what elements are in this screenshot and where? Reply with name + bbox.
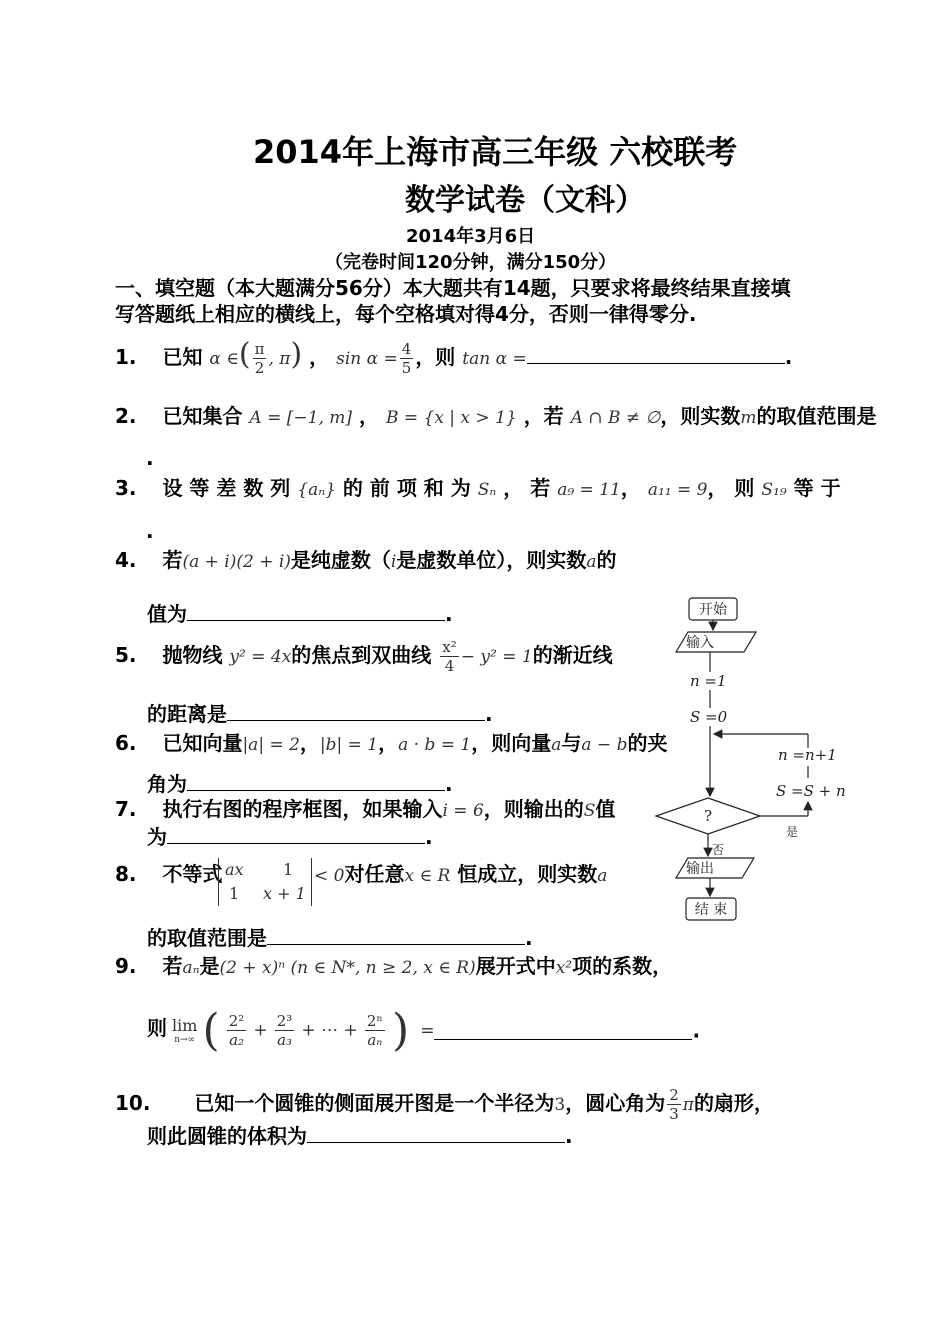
q9-text-a: 若 bbox=[162, 954, 183, 978]
q5-text-a: 抛物线 bbox=[162, 643, 223, 667]
question-number: 9. bbox=[115, 954, 137, 978]
q7-text-a: 执行右图的程序框图，如果输入 bbox=[162, 797, 443, 821]
flowchart-n-init: n =1 bbox=[690, 672, 727, 690]
q4-var-a: a bbox=[586, 552, 597, 572]
q3-sequence: {aₙ} bbox=[297, 480, 336, 500]
question-number: 1. bbox=[115, 345, 137, 369]
question-2 bbox=[115, 406, 876, 427]
question-number: 7. bbox=[115, 797, 137, 821]
q9-expression: (2 + x)ⁿ (n ∈ N*, n ≥ 2, x ∈ R) bbox=[219, 958, 476, 978]
q6-line2 bbox=[147, 772, 453, 794]
q2-text-c: ，则实数 bbox=[660, 404, 741, 428]
flowchart-input-label: 输入 bbox=[686, 635, 714, 651]
q8-text-line2: 的取值范围是 bbox=[147, 926, 267, 950]
q5-text-b: 的焦点到双曲线 bbox=[291, 643, 432, 667]
question-number: 4. bbox=[115, 548, 137, 572]
q9-plus: + bbox=[253, 1020, 268, 1041]
q8-text-c: 恒成立，则实数 bbox=[457, 862, 598, 886]
q8-less-than: < 0 bbox=[314, 866, 345, 886]
q10-radius: 3 bbox=[554, 1095, 566, 1115]
q9-text-c: 展开式中 bbox=[475, 954, 556, 978]
flowchart-accumulate: S =S + n bbox=[776, 782, 846, 800]
q1-tan: tan α = bbox=[462, 349, 527, 369]
q4-text-c: 是虚数单位），则实数 bbox=[396, 548, 587, 572]
flowchart-increment: n =n+1 bbox=[778, 746, 837, 764]
q2-var-m: m bbox=[740, 408, 757, 428]
q10-end: . bbox=[565, 1124, 573, 1148]
question-number: 8. bbox=[115, 862, 137, 886]
q10-text-c: 的扇形， bbox=[693, 1091, 774, 1115]
q3-text-c: ， 若 bbox=[503, 476, 551, 500]
question-9 bbox=[115, 956, 672, 977]
question-number: 2. bbox=[115, 404, 137, 428]
q9-answer-blank[interactable] bbox=[434, 1021, 692, 1040]
q6-dot-product: a · b = 1 bbox=[398, 735, 472, 755]
question-10 bbox=[115, 1086, 774, 1123]
program-flowchart bbox=[650, 590, 870, 930]
question-number: 3. bbox=[115, 476, 137, 500]
flowchart-no-label: 否 bbox=[712, 843, 725, 857]
exam-date: 2014年3月6日 bbox=[406, 226, 536, 247]
q8-end: . bbox=[525, 926, 533, 950]
q2-set-a: A = [−1, m] bbox=[249, 408, 353, 428]
section-instruction-line2: 写答题纸上相应的横线上，每个空格填对得4分，否则一律得零分. bbox=[115, 302, 697, 326]
q5-line2 bbox=[147, 702, 493, 724]
q9-limit-expression: lim n→∞ ( $\frac{\text{2²}}{\text{a₂}}$ + $\frac{\text{2³}}{\text{a₃}}$ + ⋯ + $\frac{\text{2ⁿ}}{\text{aₙ}}$ ) = . bbox=[172, 1005, 701, 1056]
q3-s19: S₁₉ bbox=[761, 480, 787, 500]
flowchart-s-init: S =0 bbox=[690, 708, 728, 726]
q6-comma-1: ， bbox=[299, 731, 320, 755]
flowchart-output-label: 输出 bbox=[686, 861, 714, 877]
q7-line2 bbox=[147, 825, 433, 847]
det-cell: x + 1 bbox=[263, 884, 306, 903]
q1-sin: sin α = bbox=[336, 349, 398, 369]
q5-text-line2: 的距离是 bbox=[147, 702, 227, 726]
q10-pi: π bbox=[682, 1095, 694, 1115]
q4-text-line2: 值为 bbox=[147, 602, 187, 626]
q4-text-b: 是纯虚数（ bbox=[290, 548, 391, 572]
exam-title: 2014年上海市高三年级 六校联考 bbox=[253, 133, 738, 171]
flowchart-yes-label: 是 bbox=[786, 825, 799, 839]
q9-equals: = bbox=[420, 1020, 435, 1041]
q3-text-e: 等 于 bbox=[793, 476, 841, 500]
q4-imag-unit: i bbox=[390, 552, 397, 572]
q3-a9: a₉ = 11 bbox=[557, 480, 621, 500]
q1-end: . bbox=[784, 345, 793, 369]
q2-set-b: B = {x | x > 1} bbox=[385, 408, 517, 428]
det-cell: 1 bbox=[229, 884, 240, 903]
q5-text-c: 的渐近线 bbox=[532, 643, 613, 667]
q7-answer-blank[interactable] bbox=[167, 825, 425, 844]
q1-text-a: 已知 bbox=[162, 345, 203, 369]
q6-text-line2: 角为 bbox=[147, 772, 187, 796]
q1-answer-blank[interactable] bbox=[527, 345, 785, 364]
exam-subtitle: 数学试卷（文科） bbox=[405, 183, 645, 218]
q3-comma: ， bbox=[620, 476, 641, 500]
q5-parabola: y² = 4x bbox=[229, 647, 292, 667]
q2-text-b: ，若 bbox=[523, 404, 564, 428]
q9-text-d: 项的系数， bbox=[572, 954, 673, 978]
q3-text-a: 设 等 差 数 列 bbox=[162, 476, 291, 500]
q8-text-a: 不等式 bbox=[162, 862, 223, 886]
q8-var-a: a bbox=[597, 866, 608, 886]
q6-norm-a: |a| = 2 bbox=[242, 735, 300, 755]
q6-text-b: ，则向量 bbox=[471, 731, 552, 755]
q5-answer-blank[interactable] bbox=[227, 702, 485, 721]
q6-answer-blank[interactable] bbox=[187, 772, 445, 791]
flowchart-end-label: 结 束 bbox=[694, 902, 728, 918]
q9-line2 bbox=[147, 1018, 167, 1038]
q3-text-d: ， 则 bbox=[707, 476, 755, 500]
q9-text-b: 是 bbox=[199, 954, 220, 978]
q4-answer-blank[interactable] bbox=[187, 602, 445, 621]
q2-intersection: A ∩ B ≠ ∅ bbox=[570, 408, 661, 428]
q3-a11: a₁₁ = 9 bbox=[647, 480, 708, 500]
q4-line2 bbox=[147, 602, 453, 624]
q10-line2 bbox=[147, 1124, 573, 1146]
question-6 bbox=[115, 733, 667, 754]
q2-text-a: 已知集合 bbox=[162, 404, 243, 428]
q8-line2 bbox=[147, 926, 533, 948]
q5-hyperbola: − y² = 1 bbox=[460, 647, 533, 667]
q10-text-b: ，圆心角为 bbox=[565, 1091, 666, 1115]
question-8 bbox=[115, 864, 222, 884]
flowchart-start-label: 开始 bbox=[699, 602, 727, 618]
q9-lim-sub: n→∞ bbox=[174, 1035, 196, 1045]
q5-x2-over-4: $\frac{\text{x²}}{4}$ bbox=[442, 638, 457, 675]
question-number: 5. bbox=[115, 643, 137, 667]
q1-four-fifths: $\frac{4}{5}$ bbox=[401, 340, 412, 377]
q7-text-b: ，则输出的 bbox=[483, 797, 584, 821]
q6-difference: a − b bbox=[581, 735, 628, 755]
q1-alpha-in: α ∈ bbox=[209, 349, 239, 369]
q7-text-line2: 为 bbox=[147, 825, 167, 849]
q7-end: . bbox=[425, 825, 433, 849]
q10-answer-blank[interactable] bbox=[307, 1124, 565, 1143]
q6-vec-a: a bbox=[551, 735, 562, 755]
q10-text-line2: 则此圆锥的体积为 bbox=[147, 1124, 307, 1148]
q8-rest bbox=[314, 864, 607, 885]
q2-comma: ， bbox=[358, 404, 379, 428]
q10-text-a: 已知一个圆锥的侧面展开图是一个半径为 bbox=[194, 1091, 555, 1115]
q9-dots: + ⋯ + bbox=[301, 1020, 358, 1041]
q6-end: . bbox=[445, 772, 453, 796]
q6-text-d: 的夹 bbox=[627, 731, 668, 755]
q9-end: . bbox=[692, 1018, 701, 1043]
q8-determinant bbox=[218, 858, 312, 906]
question-7 bbox=[115, 799, 615, 820]
question-number: 6. bbox=[115, 731, 137, 755]
q6-norm-b: |b| = 1 bbox=[319, 735, 379, 755]
question-4 bbox=[115, 550, 617, 571]
q7-var-s: S bbox=[583, 801, 596, 821]
question-number: 10. bbox=[115, 1091, 151, 1115]
q4-text-d: 的 bbox=[596, 548, 617, 572]
flowchart-condition-label: ? bbox=[703, 807, 713, 825]
q1-pi: , π bbox=[268, 349, 291, 369]
q3-text-b: 的 前 项 和 为 bbox=[342, 476, 471, 500]
q8-x-in-r: x ∈ R bbox=[404, 866, 451, 886]
exam-time-info: （完卷时间120分钟，满分150分） bbox=[325, 252, 617, 273]
q9-text-line2: 则 bbox=[147, 1016, 167, 1040]
q6-text-c: 与 bbox=[561, 731, 582, 755]
q4-end: . bbox=[445, 602, 453, 626]
q7-input-i: i = 6 bbox=[442, 801, 484, 821]
q2-end: . bbox=[146, 446, 154, 470]
q1-comma: ， bbox=[309, 345, 330, 369]
q2-text-d: 的取值范围是 bbox=[756, 404, 877, 428]
q3-sum-sn: Sₙ bbox=[477, 480, 497, 500]
q9-lim: lim bbox=[172, 1016, 198, 1035]
det-cell: 1 bbox=[283, 860, 294, 879]
q9-term-n: $\frac{\text{2ⁿ}}{\text{aₙ}}$ bbox=[366, 1012, 383, 1049]
section-instruction-line1: 一、填空题（本大题满分56分）本大题共有14题，只要求将最终结果直接填 bbox=[115, 276, 791, 300]
q8-text-b: 对任意 bbox=[344, 862, 405, 886]
q10-two-thirds: $\frac{2}{3}$ bbox=[669, 1086, 679, 1123]
q7-text-c: 值 bbox=[595, 797, 616, 821]
det-cell: ax bbox=[225, 860, 244, 879]
q4-expression: (a + i)(2 + i) bbox=[182, 552, 291, 572]
q3-end: . bbox=[146, 519, 154, 543]
q4-text-a: 若 bbox=[162, 548, 183, 572]
q1-pi-over-2: $\frac{\pi}{2}$ bbox=[254, 340, 265, 377]
q9-an: aₙ bbox=[182, 958, 200, 978]
q8-answer-blank[interactable] bbox=[267, 926, 525, 945]
q1-text-b: ，则 bbox=[415, 345, 456, 369]
q6-comma-2: ， bbox=[378, 731, 399, 755]
q9-term-1: $\frac{\text{2²}}{\text{a₂}}$ bbox=[228, 1012, 245, 1049]
question-5 bbox=[115, 638, 613, 675]
question-1: 1. 已知 α ∈( $\frac{\pi}{2}$ , π) ， sin α = $\frac{4}{5}$ ，则 tan α = . bbox=[115, 337, 793, 377]
q9-x-squared: x² bbox=[555, 958, 573, 978]
q5-end: . bbox=[485, 702, 493, 726]
q9-term-2: $\frac{\text{2³}}{\text{a₃}}$ bbox=[276, 1012, 293, 1049]
question-3 bbox=[115, 478, 841, 499]
q6-text-a: 已知向量 bbox=[162, 731, 243, 755]
